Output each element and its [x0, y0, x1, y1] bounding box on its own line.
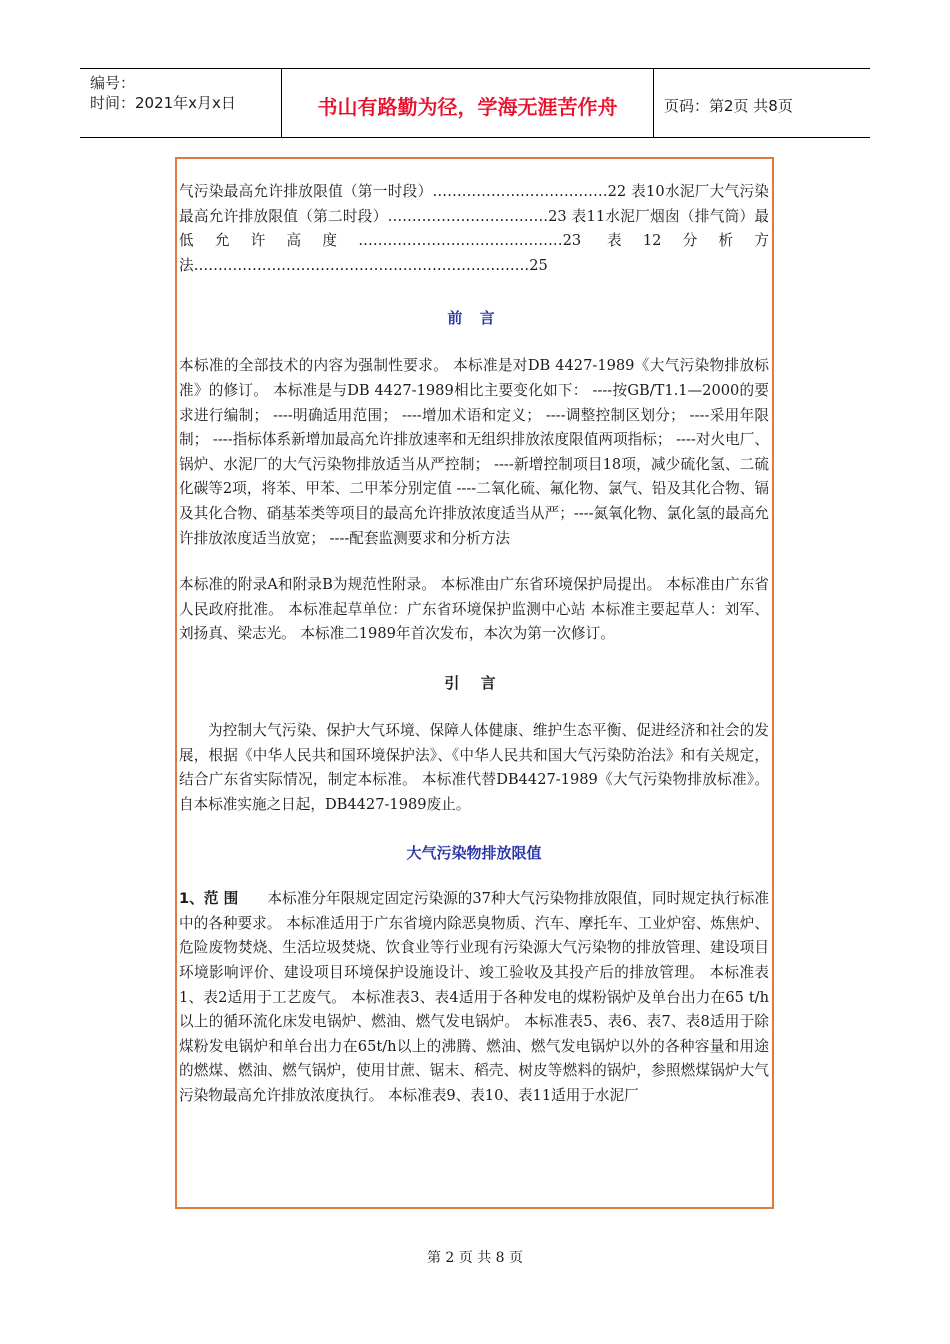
header-meta: [80, 69, 282, 137]
scope-label: 1、范 围: [179, 890, 239, 908]
introduction-paragraph: 为控制大气污染、保护大气环境、保障人体健康、维护生态平衡、促进经济和社会的发展，根据《中华人民共和国环境保护法》、《中华人民共和国大气污染防治法》和有关规定，结合广东省实际情况，制定本标准。 本标准代替DB4427-1989《大气污染物排放标准》。 自本标准实施之日起，DB4427-1989废止。: [179, 721, 769, 813]
foreword-paragraph-2: 本标准的附录A和附录B为规范性附录。 本标准由广东省环境保护局提出。 本标准由广东省人民政府批准。 本标准起草单位：广东省环境保护监测中心站 本标准主要起草人：刘军、刘扬真、梁志光。 本标准二1989年首次发布，本次为第一次修订。: [179, 576, 769, 643]
header-page-info: 页码：第2页 共8页: [664, 96, 793, 115]
header-motto: 书山有路勤为径，学海无涯苦作舟: [282, 69, 654, 137]
document-time-label: 时间：2021年x月x日: [90, 94, 236, 112]
scope-paragraph: [179, 887, 769, 1108]
document-number-label: 编号：: [90, 74, 136, 92]
page-footer: 第 2 页 共 8 页: [426, 1250, 524, 1266]
document-header: [80, 68, 870, 138]
toc-continuation: 气污染最高允许排放限值（第一时段）………………………………22 表10水泥厂大气污染最高允许排放限值（第二时段）……………………………23 表11水泥厂烟囱（排气筒）最低允许高度……………………………………23 表12分析方法……………………………………………………………25: [179, 183, 769, 274]
document-body: [179, 180, 769, 1109]
scope-text: 本标准分年限规定固定污染源的37种大气污染物排放限值，同时规定执行标准中的各种要求。 本标准适用于广东省境内除恶臭物质、汽车、摩托车、工业炉窑、炼焦炉、危险废物焚烧、生活垃圾焚烧、饮食业等行业现有污染源大气污染物的排放管理、建设项目环境影响评价、建设项目环境保护设施设计、竣工验收及其投产后的排放管理。 本标准表1、表2适用于工艺废气。 本标准表3、表4适用于各种发电的煤粉锅炉及单台出力在65 t/h以上的循环流化床发电锅炉、燃油、燃气发电锅炉。 本标准表5、表6、表7、表8适用于除煤粉发电锅炉和单台出力在65t/h以上的沸腾、燃油、燃气发电锅炉以外的各种容量和用途的燃煤、燃油、燃气锅炉，使用甘蔗、锯末、稻壳、树皮等燃料的锅炉，参照燃煤锅炉大气污染物最高允许排放浓度执行。 本标准表9、表10、表11适用于水泥厂: [179, 890, 769, 1105]
limits-title: 大气污染物排放限值: [406, 844, 542, 863]
introduction-title: 引 言: [444, 673, 504, 692]
foreword-paragraph-1: 本标准的全部技术的内容为强制性要求。 本标准是对DB 4427-1989《大气污染物排放标准》的修订。 本标准是与DB 4427-1989相比主要变化如下： ----按GB/T1.1—2000的要求进行编制； ----明确适用范围； ----增加术语和定义； ----调整控制区划分； ----采用年限制； ----指标体系新增加最高允许排放速率和无组织排放浓度限值两项指标； ----对火电厂、锅炉、水泥厂的大气污染物排放适当从严控制； ----新增控制项目18项，减少硫化氢、二硫化碳等2项，将苯、甲苯、二甲苯分别定值 ----二氧化硫、氟化物、氯气、铅及其化合物、镉及其化合物、硝基苯类等项目的最高允许排放浓度适当从严；----氮氧化物、氯化氢的最高允许排放浓度适当放宽； ----配套监测要求和分析方法: [179, 357, 769, 547]
foreword-title: 前 言: [447, 309, 501, 328]
